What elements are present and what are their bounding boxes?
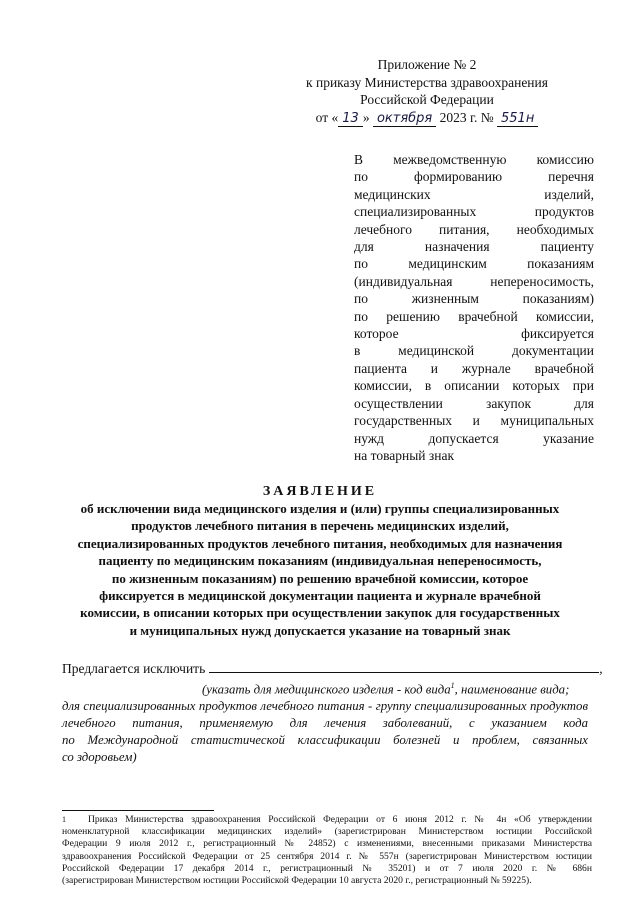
addressee-line: медицинских изделий, [354,186,594,202]
appendix-line-3: Российской Федерации [360,92,494,108]
statement-subtitle [50,500,590,639]
footnote-line: Российской Федерации 17 декабря 2014 г., регистрационный № 35201) и от 7 июля 2020 г. № 686н [62,862,592,874]
footnote-marker: 1 [62,815,66,824]
appendix-line-2: к приказу Министерства здравоохранения [306,74,548,90]
appendix-date-line [262,109,592,128]
addressee-line: по формированию перечня [354,169,594,185]
addressee-line: на товарный знак [354,447,455,463]
addressee-line: в медицинской документации [354,343,594,359]
subtitle-line: комиссии, в описании которых при осуществлении закупок для государственных [80,605,560,621]
addressee-line: В межведомственную комиссию [354,152,594,167]
addressee-line: специализированных продуктов [354,204,594,220]
subtitle-line: специализированных продуктов лечебного питания, необходимых для назначения [77,535,563,551]
footnote [62,814,592,887]
footnote-line: здравоохранения Российской Федерации от 25 сентября 2014 г. № 557н (зарегистрирован Министерством юстиции [62,850,592,862]
addressee-line: (индивидуальная непереносимость, [354,273,594,289]
subtitle-line: по жизненным показаниям) по решению врачебной комиссии, которое [111,570,529,586]
subtitle-line: и муниципальных нужд допускается указание на товарный знак [129,622,511,638]
exclude-item-field[interactable] [209,661,599,673]
footnote-line-text: Приказ Министерства здравоохранения Российской Федерации от 6 июня 2012 г. № 4н «Об утверждении [88,814,592,825]
addressee-line: пациента и журнале врачебной [354,360,594,376]
propose-label: Предлагается исключить [62,661,206,676]
footnote-line: (зарегистрирован Министерством юстиции Российской Федерации 10 августа 2020 г., регистрационный № 59225). [62,875,532,887]
date-prefix: от « [315,109,339,125]
addressee-line: которое фиксируется [354,326,594,342]
hint-text-end: , наименование вида; [454,682,570,697]
propose-exclude-line [62,660,603,677]
subtitle-line: об исключении вида медицинского изделия и (или) группы специализированных [80,501,560,516]
hint-line: со здоровьем) [62,750,137,765]
appendix-header [262,56,592,127]
footnote-line: номенклатурной классификации медицинских изделий» (зарегистрирован Министерством юстиции Российской [62,826,592,838]
footnote-line: Федерации 9 июля 2012 г., регистрационный № 24852) с изменениями, внесенными приказами Министерства [62,838,592,850]
addressee-line: по жизненным показаниям) [354,291,594,307]
addressee-block [354,151,594,464]
hint-line: лечебного питания, применяемую для лечения заболеваний, с указанием кода [62,716,588,731]
hint-line: для специализированных продуктов лечебного питания - группу специализированных продуктов [62,699,588,714]
handwritten-month: октября [373,111,436,127]
propose-comma: , [599,661,603,676]
addressee-line: по медицинским показаниям [354,256,594,272]
field-hint [62,677,588,766]
subtitle-line: фиксируется в медицинской документации пациента и журнале врачебной [99,588,541,604]
hint-line [62,677,588,698]
footnote-ref[interactable]: 1 [450,681,455,690]
footnote-divider [62,810,214,811]
addressee-line: государственных и муниципальных [354,413,594,429]
subtitle-line: пациенту по медицинским показаниям (индивидуальная непереносимость, [98,553,542,569]
statement-title: ЗАЯВЛЕНИЕ [262,484,378,499]
subtitle-line: продуктов лечебного питания в перечень медицинских изделий, [131,518,509,534]
addressee-line: лечебного питания, необходимых [354,221,594,237]
hint-line: по Международной статистической классификации болезней и проблем, связанных [62,733,588,748]
addressee-line: по решению врачебной комиссии, [354,308,594,324]
addressee-line: для назначения пациенту [354,239,594,255]
addressee-line: осуществлении закупок для [354,395,594,411]
date-quote-close: » [362,109,370,125]
footnote-line [62,814,592,826]
handwritten-day: 13 [338,111,363,127]
addressee-line: нужд допускается указание [354,430,594,446]
handwritten-order-number: 551н [497,111,538,127]
hint-text-start: (указать для медицинского изделия - код вида [202,682,451,697]
addressee-line: комиссии, в описании которых при [354,378,594,394]
date-year: 2023 г. № [439,109,494,125]
appendix-line-1: Приложение № 2 [377,57,477,72]
